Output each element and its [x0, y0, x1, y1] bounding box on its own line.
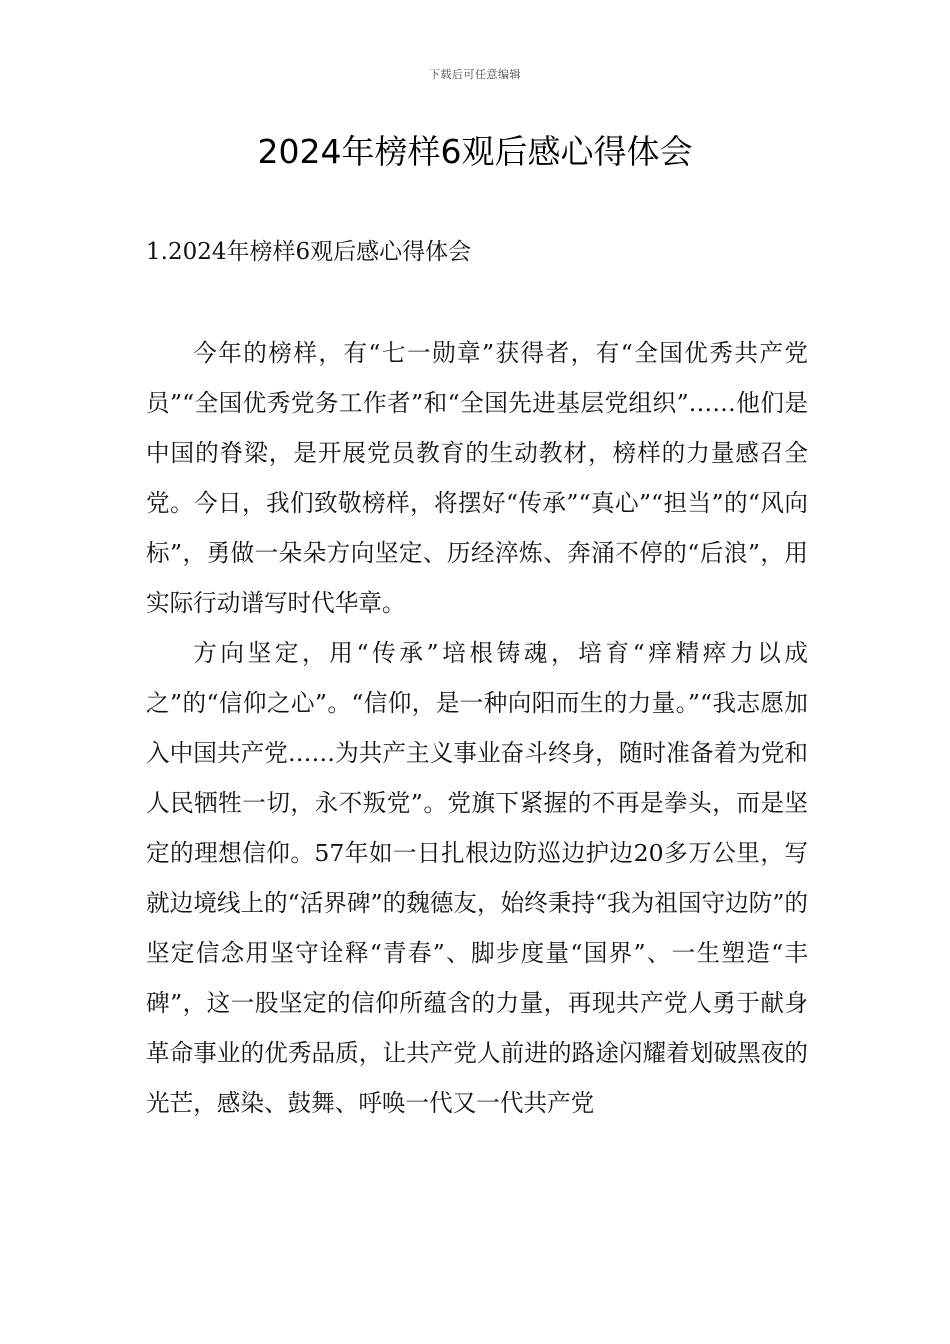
- section-heading: 1.2024年榜样6观后感心得体会: [146, 239, 472, 265]
- document-title: 2024年榜样6观后感心得体会: [257, 132, 693, 171]
- paragraph-2: 方向坚定，用“传承”培根铸魂，培育“痒精瘁力以成之”的“信仰之心”。“信仰，是一种向阳而生的力量。”“我志愿加入中国共产党……为共产主义事业奋斗终身，随时准备着为党和人民牺牲一切，永不叛党”。党旗下紧握的不再是拳头，而是坚定的理想信仰。57年如一日扎根边防巡边护边20多万公里，写就边境线上的“活界碑”的魏德友，始终秉持“我为祖国守边防”的坚定信念用坚守诠释“青春”、脚步度量“国界”、一生塑造“丰碑”，这一股坚定的信仰所蕴含的力量，再现共产党人勇于献身革命事业的优秀品质，让共产党人前进的路途闪耀着划破黑夜的光芒，感染、鼓舞、呼唤一代又一代共产党: [146, 639, 808, 1117]
- paragraph-1: 今年的榜样，有“七一勋章”获得者，有“全国优秀共产党员”“全国优秀党务工作者”和“全国先进基层党组织”……他们是中国的脊梁，是开展党员教育的生动教材，榜样的力量感召全党。今日，我们致敬榜样，将摆好“传承”“真心”“担当”的“风向标”，勇做一朵朵方向坚定、历经淬炼、奔涌不停的“后浪”，用实际行动谱写时代华章。: [146, 339, 808, 617]
- body-text: [146, 328, 808, 1128]
- header-note: 下载后可任意编辑: [429, 68, 521, 81]
